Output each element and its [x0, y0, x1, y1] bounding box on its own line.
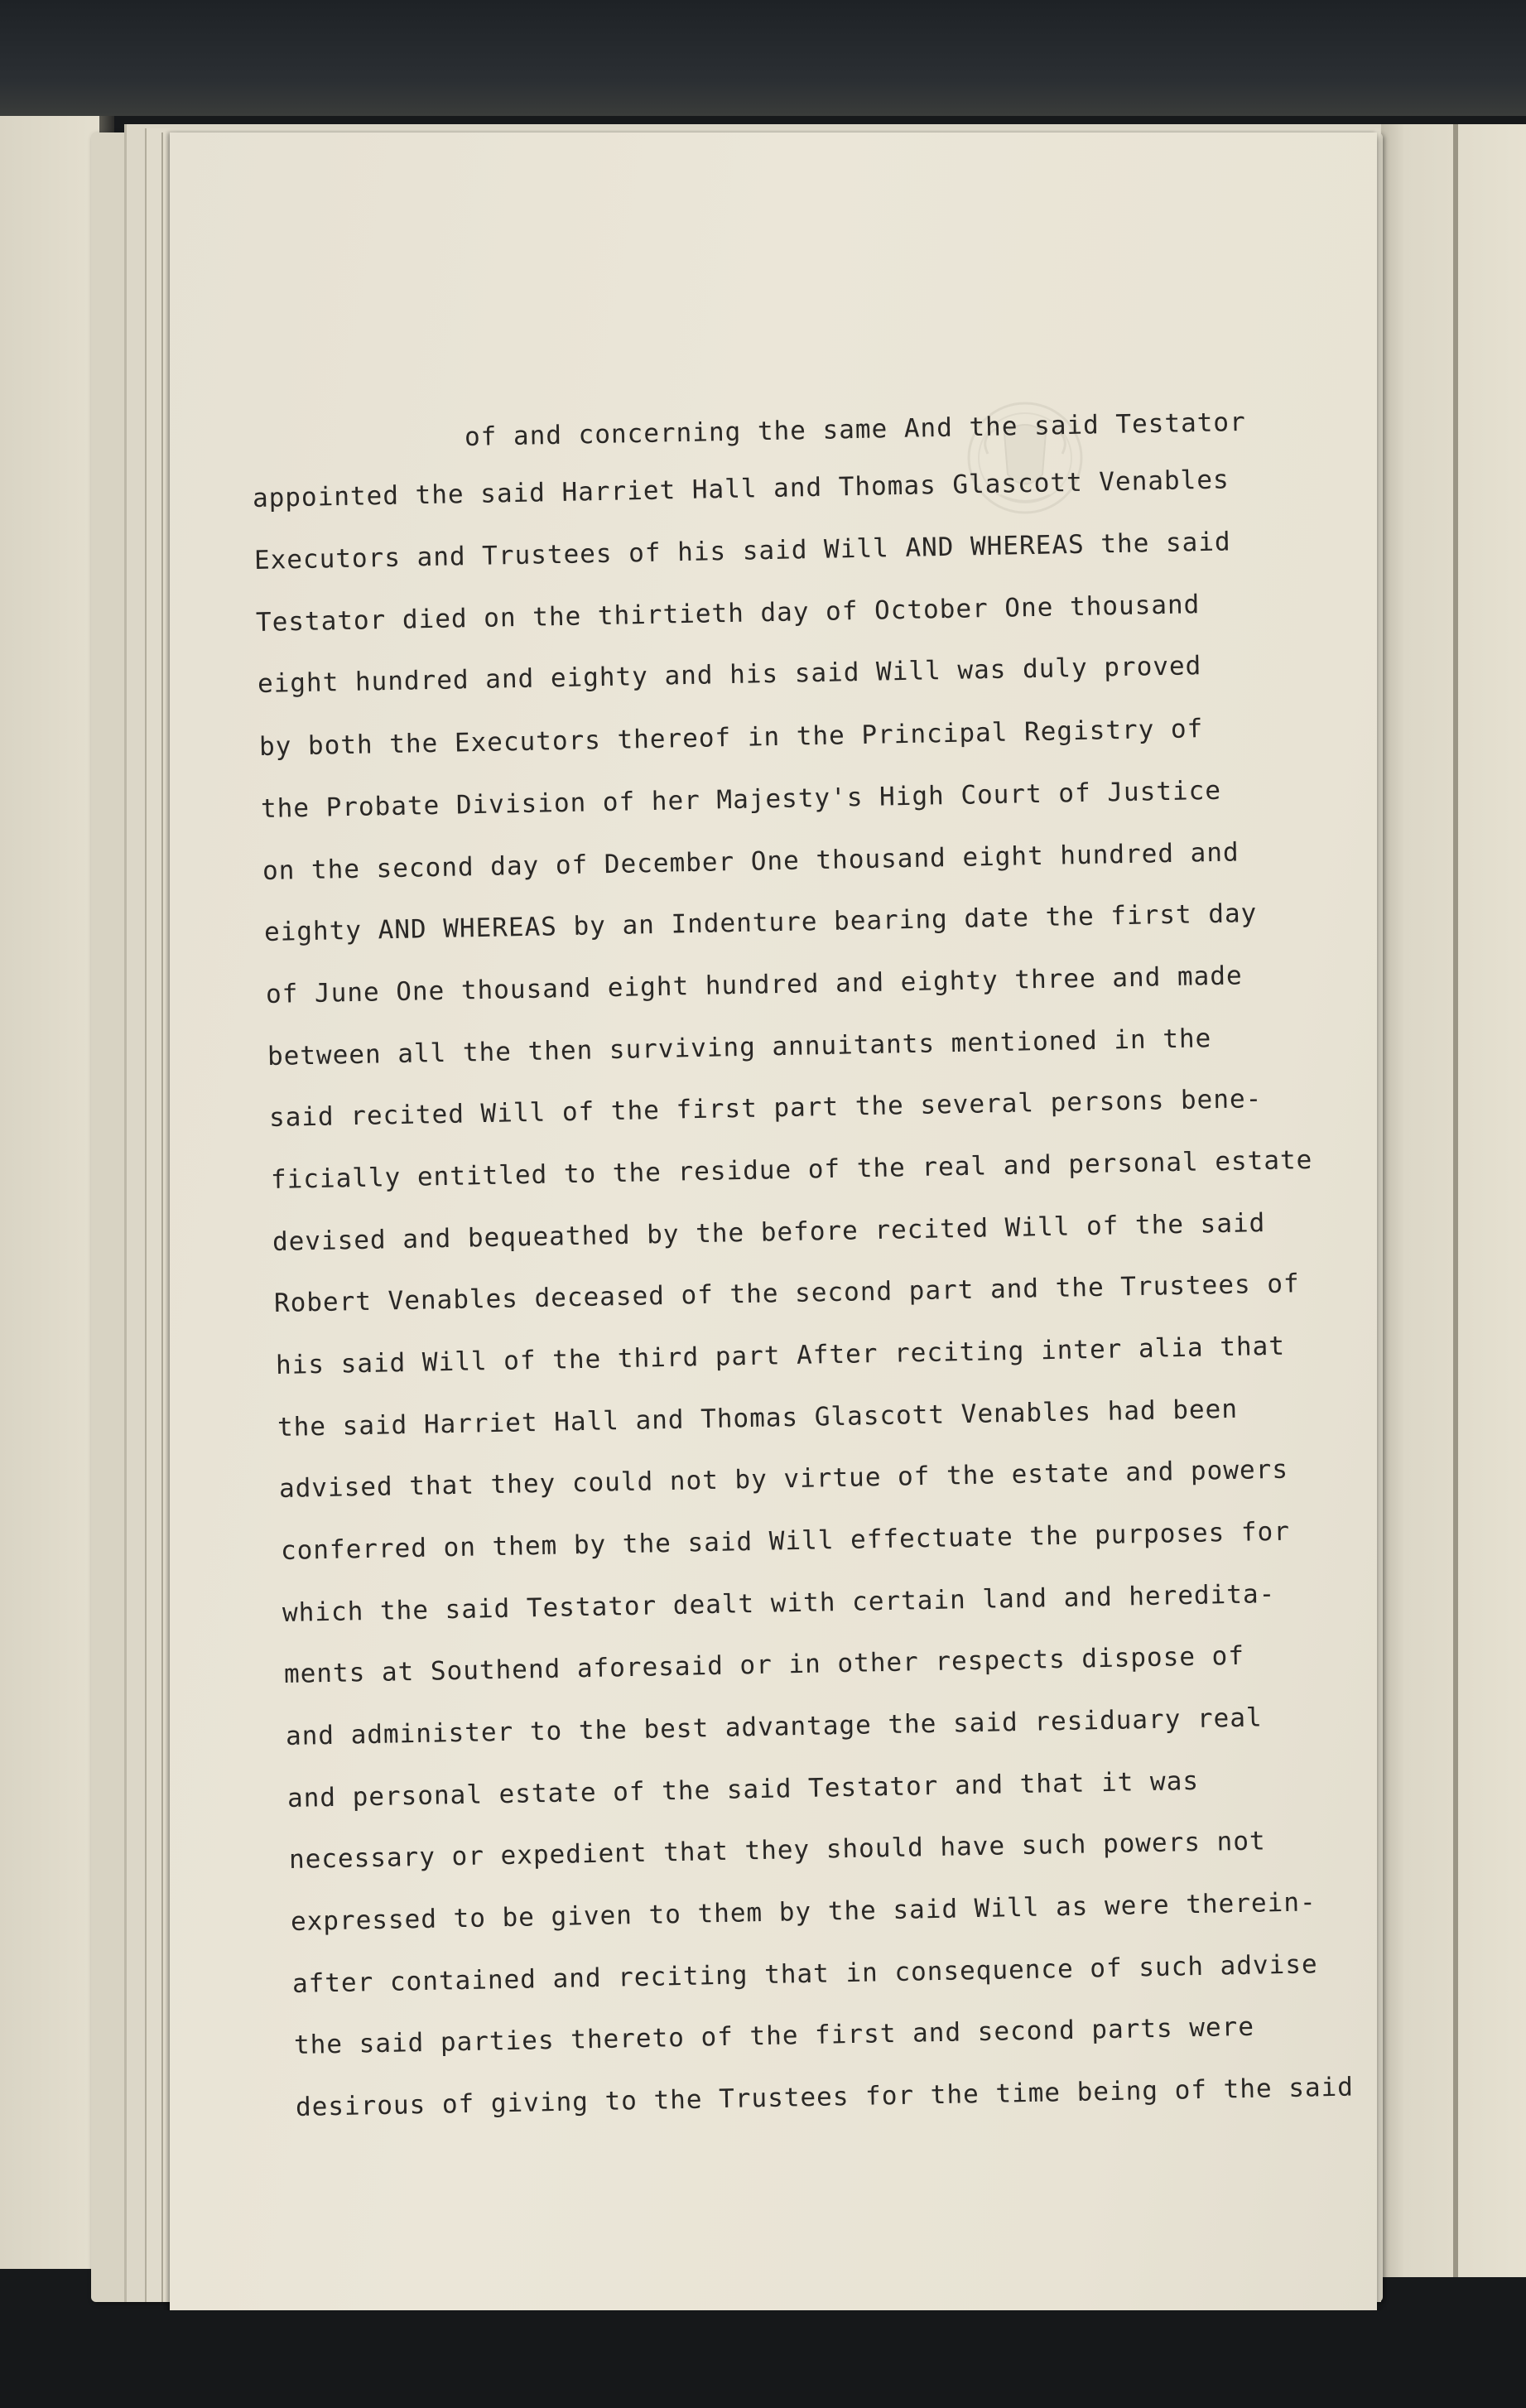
text-line-18: advised that they could not by virtue of the estate and powers: [278, 1454, 1289, 1504]
right-facing-page: [1374, 124, 1526, 2277]
text-line-11: between all the then surviving annuitants mentioned in the: [267, 1023, 1212, 1072]
text-line-14: devised and bequeathed by the before recited Will of the said: [272, 1207, 1266, 1257]
text-line-21: ments at Southend aforesaid or in other respects dispose of: [283, 1640, 1245, 1689]
left-binding-board: [0, 116, 99, 2269]
text-line-13: ficially entitled to the residue of the real and personal estate: [270, 1144, 1313, 1195]
text-line-9: eighty AND WHEREAS by an Indenture bearing date the first day: [263, 898, 1258, 947]
binder-top-edge: [0, 0, 1526, 116]
text-line-2: appointed the said Harriet Hall and Thomas Glascott Venables: [252, 465, 1230, 513]
text-line-3: Executors and Trustees of his said Will AND WHEREAS the said: [253, 527, 1231, 576]
text-line-10: of June One thousand eight hundred and eighty three and made: [265, 961, 1243, 1009]
text-line-1: of and concerning the same And the said Testator: [464, 407, 1247, 452]
text-line-16: his said Will of the third part After reciting inter alia that: [275, 1331, 1286, 1380]
text-line-22: and administer to the best advantage the said residuary real: [285, 1702, 1263, 1751]
text-line-28: desirous of giving to the Trustees for the time being of the said: [295, 2072, 1355, 2122]
text-line-12: said recited Will of the first part the several persons bene-: [268, 1083, 1263, 1133]
text-line-20: which the said Testator dealt with certain land and heredita-: [282, 1578, 1276, 1628]
text-line-4: Testator died on the thirtieth day of October One thousand: [255, 590, 1201, 638]
text-line-5: eight hundred and eighty and his said Will was duly proved: [257, 651, 1202, 699]
typed-text-block: [170, 132, 1377, 2319]
bottom-background: [0, 2310, 1526, 2408]
document-page: [170, 132, 1377, 2319]
text-line-15: Robert Venables deceased of the second part and the Trustees of: [273, 1269, 1300, 1318]
text-line-24: necessary or expedient that they should have such powers not: [288, 1826, 1266, 1875]
text-line-27: the said parties thereto of the first and second parts were: [293, 2011, 1255, 2060]
right-page-edge: [1453, 124, 1458, 2277]
text-line-19: conferred on them by the said Will effectuate the purposes for: [280, 1516, 1291, 1566]
text-line-7: the Probate Division of her Majesty's High Court of Justice: [260, 775, 1222, 824]
text-line-17: the said Harriet Hall and Thomas Glascott Venables had been: [277, 1394, 1239, 1442]
text-line-23: and personal estate of the said Testator and that it was: [286, 1765, 1200, 1813]
text-line-6: by both the Executors thereof in the Principal Registry of: [258, 714, 1204, 762]
text-line-26: after contained and reciting that in consequence of such advise: [291, 1949, 1318, 1999]
text-line-8: on the second day of December One thousand eight hundred and: [262, 837, 1240, 886]
text-line-25: expressed to be given to them by the said Will as were therein-: [290, 1887, 1317, 1937]
